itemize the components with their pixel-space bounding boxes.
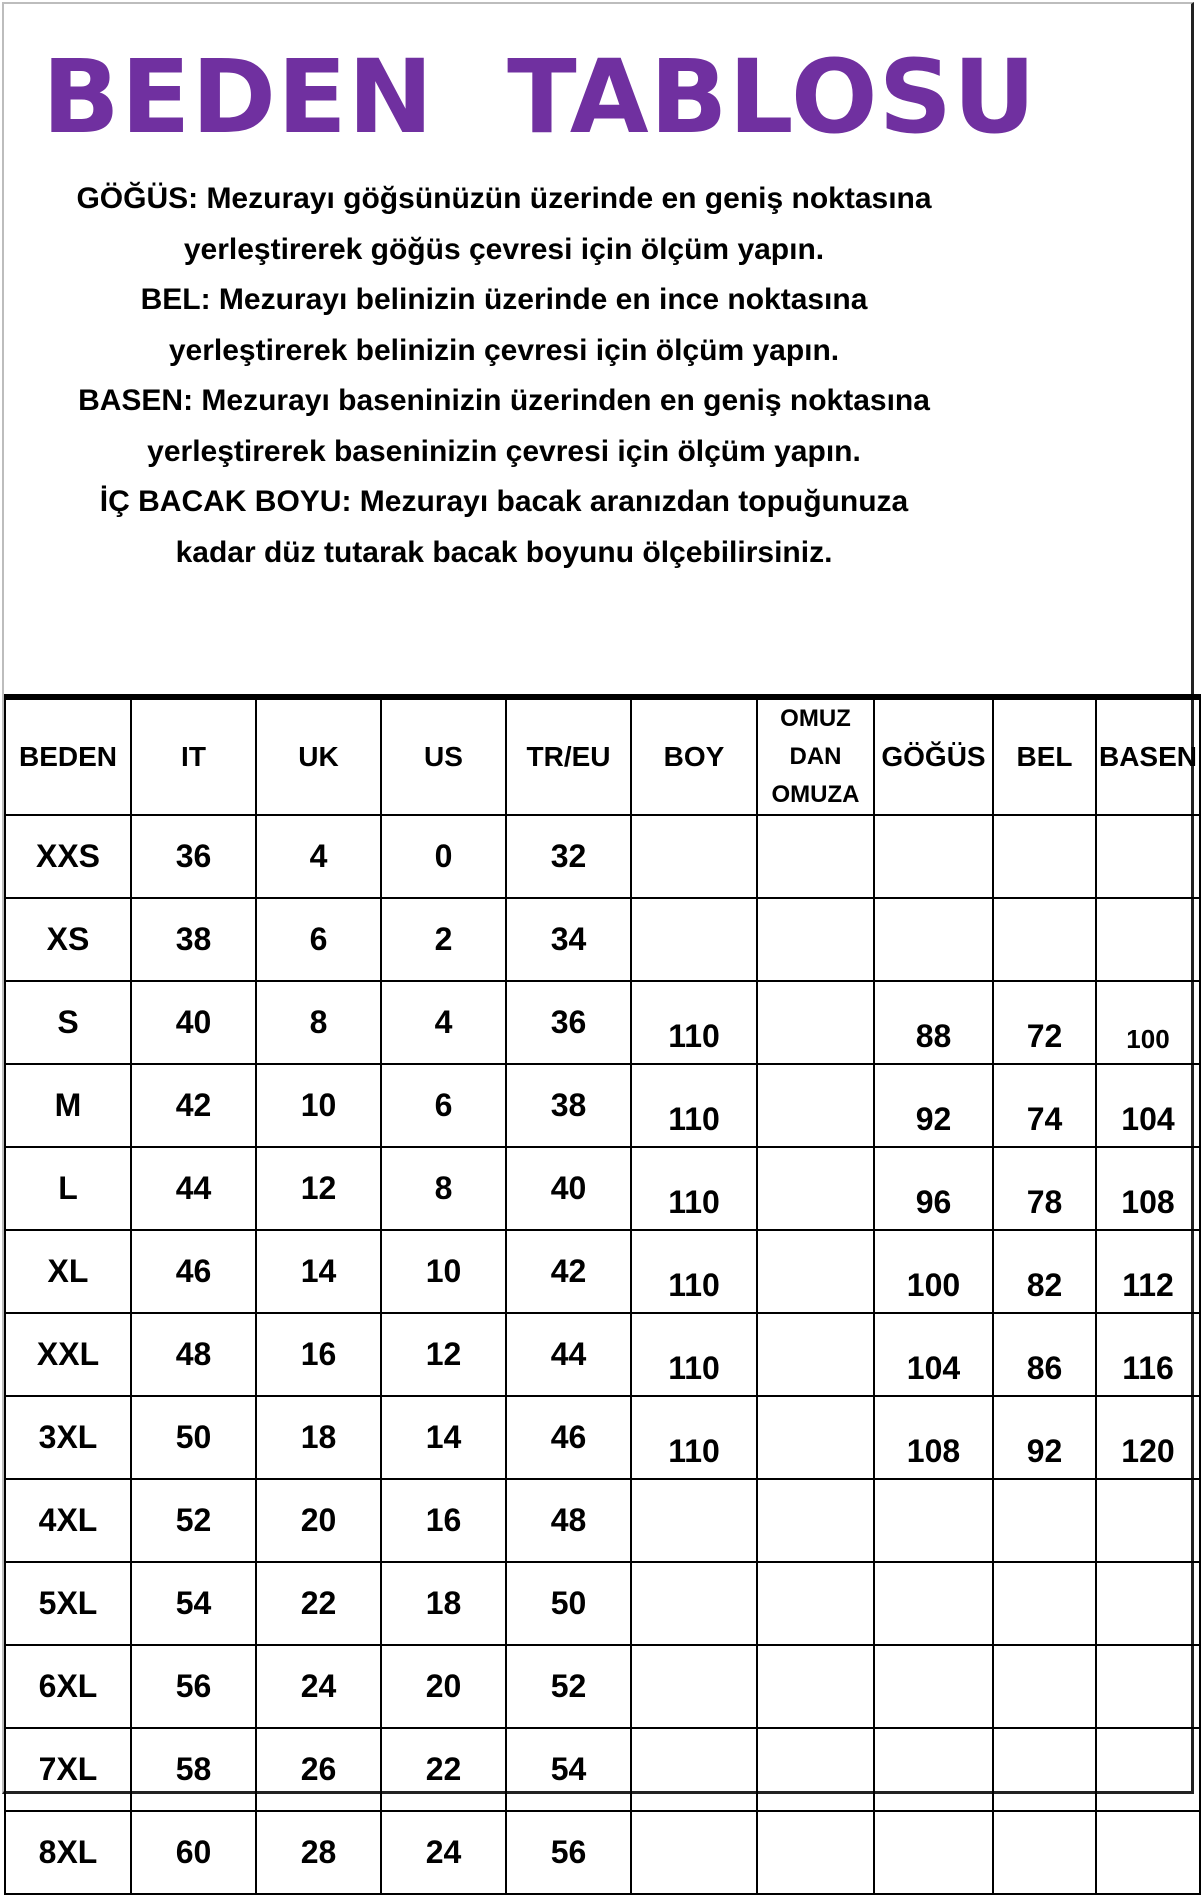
cell-boy <box>631 1811 757 1894</box>
cell-bel: 86 <box>993 1313 1096 1396</box>
cell-us: 16 <box>381 1479 506 1562</box>
table-row <box>5 1562 1200 1645</box>
cell-basen: 120 <box>1096 1396 1200 1479</box>
cell-uk: 22 <box>256 1562 381 1645</box>
cell-bel <box>993 1479 1096 1562</box>
cell-boy: 110 <box>631 1064 757 1147</box>
cell-tr-eu: 44 <box>506 1313 631 1396</box>
col-header-it: IT <box>131 699 256 815</box>
cell-it: 48 <box>131 1313 256 1396</box>
cell-gogus <box>874 1728 993 1811</box>
cell-gogus: 100 <box>874 1230 993 1313</box>
cell-us: 0 <box>381 815 506 898</box>
col-header-basen: BASEN <box>1096 699 1200 815</box>
cell-us: 6 <box>381 1064 506 1147</box>
cell-bel <box>993 1562 1096 1645</box>
cell-tr-eu: 32 <box>506 815 631 898</box>
cell-uk: 8 <box>256 981 381 1064</box>
cell-us: 12 <box>381 1313 506 1396</box>
cell-uk: 12 <box>256 1147 381 1230</box>
cell-basen: 100 <box>1096 981 1200 1064</box>
cell-tr-eu: 46 <box>506 1396 631 1479</box>
table-row <box>5 981 1200 1064</box>
cell-us: 20 <box>381 1645 506 1728</box>
size-table <box>4 698 1201 1895</box>
cell-bel <box>993 1645 1096 1728</box>
cell-omuzdan-omuza <box>757 1396 874 1479</box>
cell-it: 36 <box>131 815 256 898</box>
cell-boy: 110 <box>631 1396 757 1479</box>
cell-boy <box>631 1562 757 1645</box>
cell-basen: 104 <box>1096 1064 1200 1147</box>
cell-omuzdan-omuza <box>757 898 874 981</box>
cell-omuzdan-omuza <box>757 1313 874 1396</box>
cell-gogus <box>874 1645 993 1728</box>
cell-beden: L <box>5 1147 131 1230</box>
cell-beden: S <box>5 981 131 1064</box>
cell-it: 50 <box>131 1396 256 1479</box>
table-header-row <box>5 699 1200 815</box>
cell-it: 54 <box>131 1562 256 1645</box>
cell-it: 42 <box>131 1064 256 1147</box>
cell-tr-eu: 34 <box>506 898 631 981</box>
cell-boy: 110 <box>631 981 757 1064</box>
cell-it: 44 <box>131 1147 256 1230</box>
table-row <box>5 1064 1200 1147</box>
cell-gogus <box>874 815 993 898</box>
cell-bel: 78 <box>993 1147 1096 1230</box>
cell-beden: 3XL <box>5 1396 131 1479</box>
cell-us: 24 <box>381 1811 506 1894</box>
table-row <box>5 1147 1200 1230</box>
cell-beden: 8XL <box>5 1811 131 1894</box>
col-header-bel: BEL <box>993 699 1096 815</box>
cell-tr-eu: 50 <box>506 1562 631 1645</box>
page-title: BEDEN TABLOSU <box>42 38 1037 157</box>
cell-omuzdan-omuza <box>757 1645 874 1728</box>
instruction-line: yerleştirerek belinizin çevresi için ölçüm yapın. <box>168 333 840 367</box>
cell-us: 22 <box>381 1728 506 1811</box>
col-header-omuzdan-omuza: OMUZ DAN OMUZA <box>757 699 874 815</box>
cell-it: 58 <box>131 1728 256 1811</box>
col-header-beden: BEDEN <box>5 699 131 815</box>
cell-us: 2 <box>381 898 506 981</box>
col-header-boy: BOY <box>631 699 757 815</box>
cell-basen: 116 <box>1096 1313 1200 1396</box>
table-row <box>5 898 1200 981</box>
cell-boy <box>631 898 757 981</box>
cell-tr-eu: 36 <box>506 981 631 1064</box>
cell-uk: 26 <box>256 1728 381 1811</box>
instruction-line: GÖĞÜS: Mezurayı göğsünüzün üzerinde en geniş noktasına <box>76 182 932 215</box>
cell-tr-eu: 54 <box>506 1728 631 1811</box>
size-table-wrap <box>4 698 1201 1895</box>
cell-boy <box>631 815 757 898</box>
cell-basen <box>1096 898 1200 981</box>
table-row <box>5 815 1200 898</box>
cell-gogus: 96 <box>874 1147 993 1230</box>
cell-uk: 18 <box>256 1396 381 1479</box>
cell-beden: 4XL <box>5 1479 131 1562</box>
col-header-tr-eu: TR/EU <box>506 699 631 815</box>
cell-basen <box>1096 1562 1200 1645</box>
cell-gogus: 92 <box>874 1064 993 1147</box>
cell-bel: 72 <box>993 981 1096 1064</box>
cell-boy <box>631 1728 757 1811</box>
cell-basen: 108 <box>1096 1147 1200 1230</box>
cell-us: 8 <box>381 1147 506 1230</box>
table-row <box>5 1230 1200 1313</box>
table-row <box>5 1396 1200 1479</box>
col-header-us: US <box>381 699 506 815</box>
cell-it: 40 <box>131 981 256 1064</box>
cell-bel <box>993 898 1096 981</box>
cell-beden: XL <box>5 1230 131 1313</box>
cell-uk: 24 <box>256 1645 381 1728</box>
cell-omuzdan-omuza <box>757 1811 874 1894</box>
cell-omuzdan-omuza <box>757 1728 874 1811</box>
cell-uk: 6 <box>256 898 381 981</box>
cell-us: 14 <box>381 1396 506 1479</box>
cell-uk: 4 <box>256 815 381 898</box>
cell-omuzdan-omuza <box>757 1230 874 1313</box>
cell-beden: 6XL <box>5 1645 131 1728</box>
cell-bel <box>993 1728 1096 1811</box>
cell-tr-eu: 40 <box>506 1147 631 1230</box>
cell-gogus <box>874 1811 993 1894</box>
cell-it: 38 <box>131 898 256 981</box>
cell-omuzdan-omuza <box>757 1562 874 1645</box>
instruction-line: BASEN: Mezurayı baseninizin üzerinden en geniş noktasına <box>78 384 930 417</box>
table-row <box>5 1811 1200 1894</box>
cell-it: 52 <box>131 1479 256 1562</box>
cell-uk: 28 <box>256 1811 381 1894</box>
cell-us: 4 <box>381 981 506 1064</box>
size-table-body <box>5 815 1200 1894</box>
table-row <box>5 1313 1200 1396</box>
cell-beden: XXS <box>5 815 131 898</box>
size-chart-sheet <box>2 2 1197 1870</box>
cell-beden: XS <box>5 898 131 981</box>
col-header-uk: UK <box>256 699 381 815</box>
cell-omuzdan-omuza <box>757 1479 874 1562</box>
cell-beden: 7XL <box>5 1728 131 1811</box>
cell-gogus: 104 <box>874 1313 993 1396</box>
col-header-gogus: GÖĞÜS <box>874 699 993 815</box>
cell-boy: 110 <box>631 1313 757 1396</box>
cell-bel: 92 <box>993 1396 1096 1479</box>
cell-basen <box>1096 815 1200 898</box>
cell-tr-eu: 38 <box>506 1064 631 1147</box>
cell-it: 56 <box>131 1645 256 1728</box>
cell-gogus: 108 <box>874 1396 993 1479</box>
cell-uk: 10 <box>256 1064 381 1147</box>
cell-boy: 110 <box>631 1147 757 1230</box>
cell-bel: 82 <box>993 1230 1096 1313</box>
cell-gogus <box>874 898 993 981</box>
instruction-line: yerleştirerek göğüs çevresi için ölçüm yapın. <box>183 232 825 266</box>
cell-beden: 5XL <box>5 1562 131 1645</box>
cell-basen: 112 <box>1096 1230 1200 1313</box>
cell-bel: 74 <box>993 1064 1096 1147</box>
cell-omuzdan-omuza <box>757 1147 874 1230</box>
cell-uk: 20 <box>256 1479 381 1562</box>
instruction-line: kadar düz tutarak bacak boyunu ölçebilirsiniz. <box>175 535 833 569</box>
measurement-instructions <box>4 174 1004 578</box>
cell-basen <box>1096 1645 1200 1728</box>
cell-tr-eu: 52 <box>506 1645 631 1728</box>
table-row <box>5 1479 1200 1562</box>
cell-tr-eu: 48 <box>506 1479 631 1562</box>
cell-basen <box>1096 1811 1200 1894</box>
cell-it: 46 <box>131 1230 256 1313</box>
cell-omuzdan-omuza <box>757 981 874 1064</box>
cell-omuzdan-omuza <box>757 1064 874 1147</box>
cell-bel <box>993 815 1096 898</box>
cell-boy <box>631 1645 757 1728</box>
cell-it: 60 <box>131 1811 256 1894</box>
cell-boy <box>631 1479 757 1562</box>
cell-us: 18 <box>381 1562 506 1645</box>
cell-gogus: 88 <box>874 981 993 1064</box>
table-row <box>5 1645 1200 1728</box>
instruction-line: yerleştirerek baseninizin çevresi için ölçüm yapın. <box>147 434 861 468</box>
cell-omuzdan-omuza <box>757 815 874 898</box>
cell-gogus <box>874 1479 993 1562</box>
cell-gogus <box>874 1562 993 1645</box>
cell-tr-eu: 42 <box>506 1230 631 1313</box>
cell-bel <box>993 1811 1096 1894</box>
instruction-line: İÇ BACAK BOYU: Mezurayı bacak aranızdan topuğunuza <box>99 485 909 518</box>
cell-beden: M <box>5 1064 131 1147</box>
cell-boy: 110 <box>631 1230 757 1313</box>
cell-basen <box>1096 1728 1200 1811</box>
cell-us: 10 <box>381 1230 506 1313</box>
table-row <box>5 1728 1200 1811</box>
cell-basen <box>1096 1479 1200 1562</box>
instruction-line: BEL: Mezurayı belinizin üzerinde en ince noktasına <box>140 283 868 316</box>
cell-uk: 14 <box>256 1230 381 1313</box>
cell-tr-eu: 56 <box>506 1811 631 1894</box>
cell-uk: 16 <box>256 1313 381 1396</box>
cell-beden: XXL <box>5 1313 131 1396</box>
